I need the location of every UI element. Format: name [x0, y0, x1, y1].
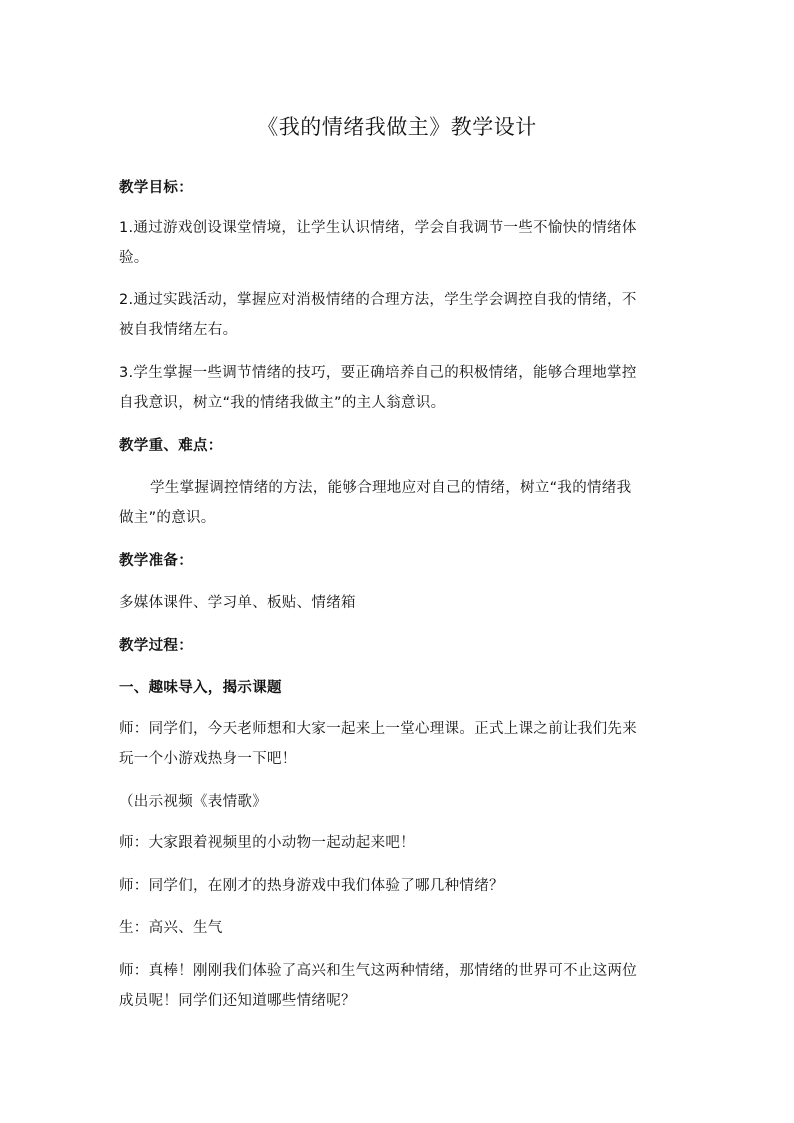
- goal-2-line-1: 2.通过实践活动，掌握应对消极情绪的合理方法，学生学会调控自我的情绪，不: [119, 292, 637, 308]
- preparation-heading: 教学准备：: [119, 553, 193, 569]
- goal-1-line-1: 1.通过游戏创设课堂情境，让学生认识情绪，学会自我调节一些不愉快的情绪体: [119, 220, 637, 236]
- key-points-heading: 教学重、难点：: [119, 438, 223, 454]
- document-title: 《我的情绪我做主》教学设计: [257, 115, 537, 139]
- teacher-line-3: 师：同学们，在刚才的热身游戏中我们体验了哪几种情绪？: [119, 878, 504, 894]
- goal-3-line-1: 3.学生掌握一些调节情绪的技巧，要正确培养自己的积极情绪，能够合理地掌控: [119, 365, 637, 381]
- process-heading: 教学过程：: [119, 638, 193, 654]
- goals-heading: 教学目标：: [119, 180, 193, 196]
- teacher-line-4a: 师：真棒！刚刚我们体验了高兴和生气这两种情绪，那情绪的世界可不止这两位: [119, 963, 637, 979]
- teacher-line-2: 师：大家跟着视频里的小动物一起动起来吧！: [119, 835, 415, 851]
- key-points-line-2: 做主”的意识。: [119, 510, 216, 526]
- goal-1-line-2: 验。: [119, 250, 149, 266]
- goal-3-line-2: 自我意识，树立“我的情绪我做主”的主人翁意识。: [119, 395, 446, 411]
- key-points-line-1: 学生掌握调控情绪的方法，能够合理地应对自己的情绪，树立“我的情绪我: [150, 480, 632, 496]
- video-note: （出示视频《表情歌》: [119, 794, 267, 810]
- preparation-text: 多媒体课件、学习单、板贴、情绪箱: [119, 595, 356, 611]
- teacher-line-1a: 师：同学们，今天老师想和大家一起来上一堂心理课。正式上课之前让我们先来: [119, 721, 637, 737]
- teacher-line-1b: 玩一个小游戏热身一下吧！: [119, 751, 297, 767]
- goal-2-line-2: 被自我情绪左右。: [119, 322, 238, 338]
- student-line-1: 生：高兴、生气: [119, 920, 223, 936]
- teacher-line-4b: 成员呢！同学们还知道哪些情绪呢？: [119, 993, 356, 1009]
- part-1-heading: 一、趣味导入，揭示课题: [119, 680, 282, 696]
